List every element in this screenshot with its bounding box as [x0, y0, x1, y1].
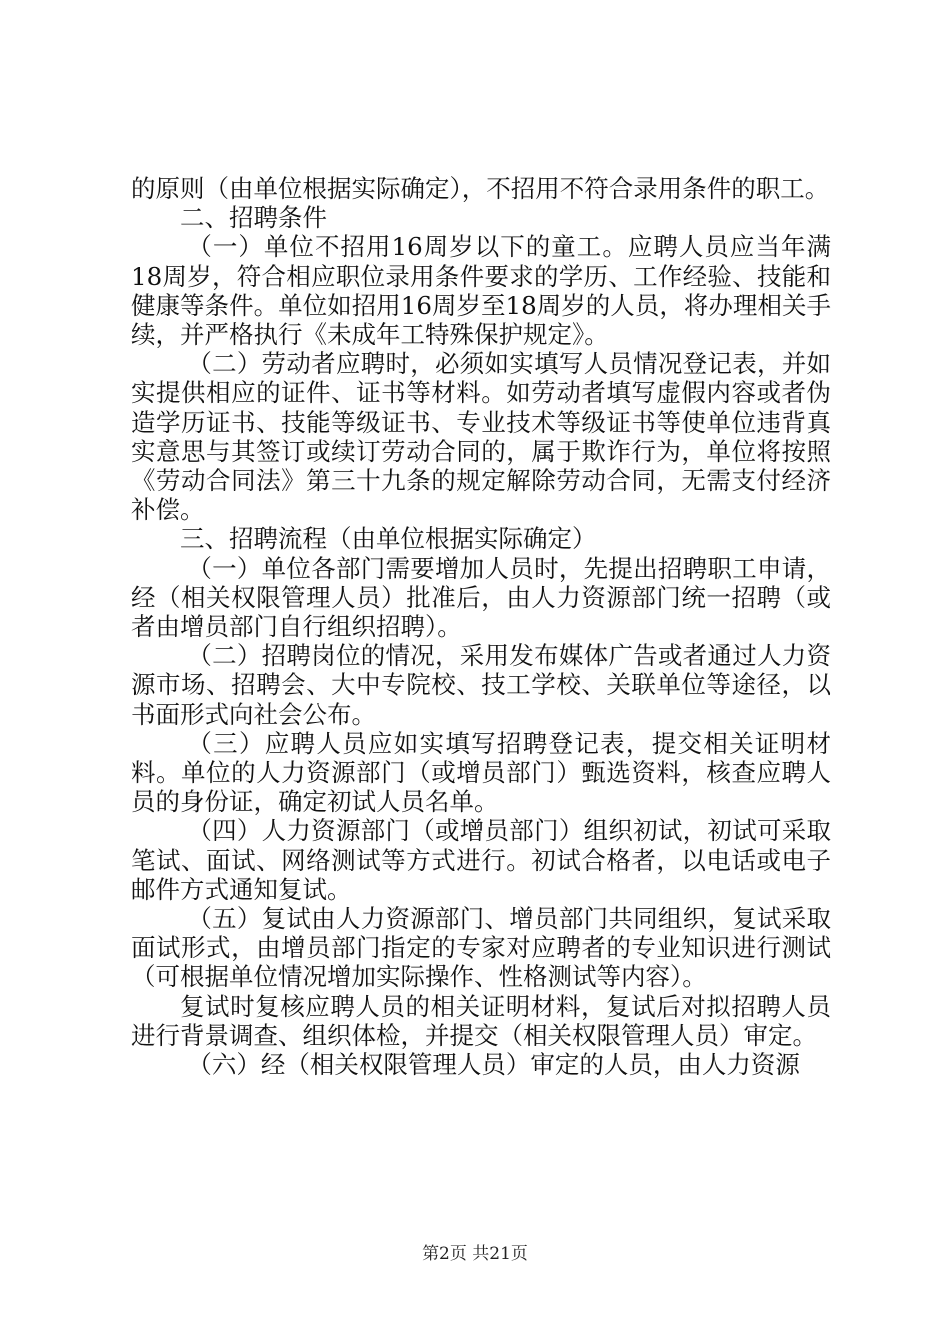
- paragraph-process-4: （四）人力资源部门（或增员部门）组织初试，初试可采取笔试、面试、网络测试等方式进行。初试合格者，以电话或电子邮件方式通知复试。: [131, 816, 831, 904]
- paragraph-process-2: （二）招聘岗位的情况，采用发布媒体广告或者通过人力资源市场、招聘会、大中专院校、技工学校、关联单位等途径，以书面形式向社会公布。: [131, 641, 831, 729]
- paragraph-process-3: （三）应聘人员应如实填写招聘登记表，提交相关证明材料。单位的人力资源部门（或增员部门）甄选资料，核查应聘人员的身份证，确定初试人员名单。: [131, 728, 831, 817]
- paragraph-hiring-principle: 的原则（由单位根据实际确定），不招用不符合录用条件的职工。: [131, 174, 830, 203]
- paragraph-condition-2: （二）劳动者应聘时，必须如实填写人员情况登记表，并如实提供相应的证件、证书等材料。如劳动者填写虚假内容或者伪造学历证书、技能等级证书、专业技术等级证书等使单位违背真实意思与其签订或续订劳动合同的，属于欺诈行为，单位将按照《劳动合同法》第三十九条的规定解除劳动合同，无需支付经济补偿。: [131, 349, 831, 525]
- paragraph-condition-1: （一）单位不招用16周岁以下的童工。应聘人员应当年满18周岁，符合相应职位录用条件要求的学历、工作经验、技能和健康等条件。单位如招用16周岁至18周岁的人员，将办理相关手续，并严格执行《未成年工特殊保护规定》。: [131, 232, 831, 350]
- document-body: [131, 174, 831, 1079]
- paragraph-process-1: （一）单位各部门需要增加人员时，先提出招聘职工申请，经（相关权限管理人员）批准后，由人力资源部门统一招聘（或者由增员部门自行组织招聘）。: [131, 553, 831, 642]
- paragraph-process-6: （六）经（相关权限管理人员）审定的人员，由人力资源: [187, 1050, 800, 1080]
- section-heading-conditions: 二、招聘条件: [180, 203, 327, 233]
- page-number-footer: 第2页 共21页: [422, 1244, 528, 1264]
- paragraph-process-5: （五）复试由人力资源部门、增员部门共同组织，复试采取面试形式，由增员部门指定的专家对应聘者的专业知识进行测试（可根据单位情况增加实际操作、性格测试等内容）。: [131, 904, 831, 992]
- section-heading-process: 三、招聘流程（由单位根据实际确定）: [180, 524, 597, 554]
- paragraph-reexam-review: 复试时复核应聘人员的相关证明材料，复试后对拟招聘人员进行背景调查、组织体检，并提交（相关权限管理人员）审定。: [131, 991, 831, 1050]
